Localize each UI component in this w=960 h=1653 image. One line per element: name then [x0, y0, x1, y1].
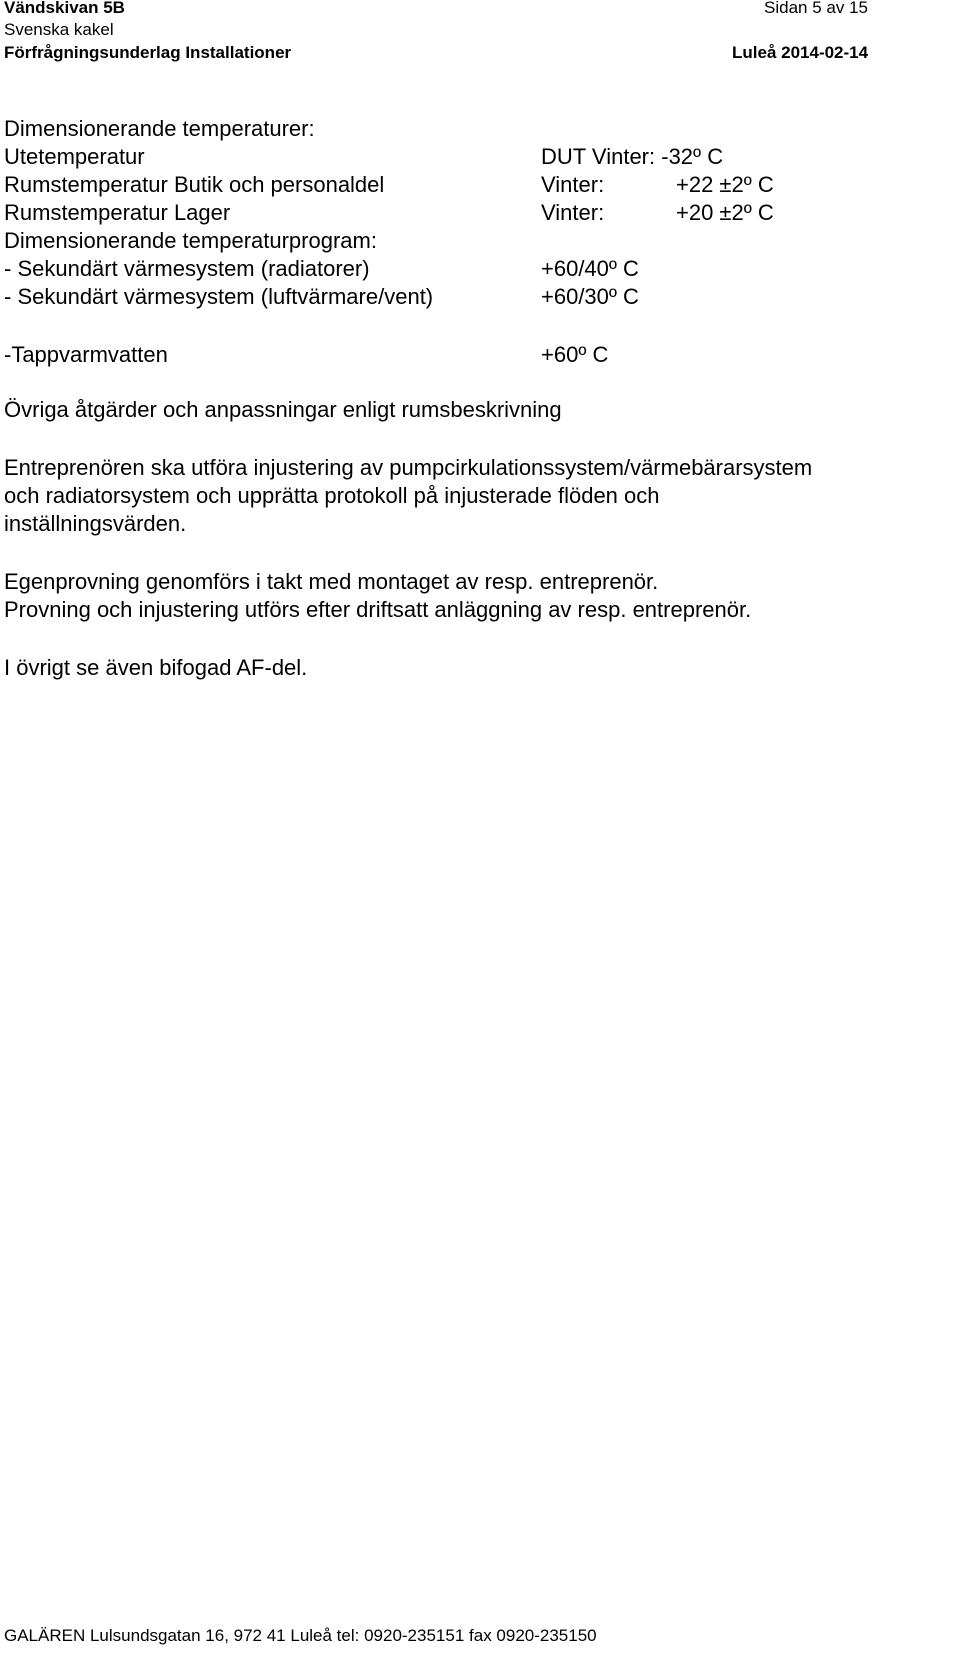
- page-number: Sidan 5 av 15: [764, 0, 868, 17]
- project-name: Vändskivan 5B: [4, 0, 125, 17]
- temperature-season-outdoor: [541, 143, 723, 171]
- temperature-label-shop: Rumstemperatur Butik och personaldel: [4, 172, 385, 197]
- program-label-air-heaters: - Sekundärt värmesystem (luftvärmare/vent): [4, 284, 434, 309]
- temperatures-heading: Dimensionerande temperaturer:: [4, 116, 315, 141]
- program-value-radiators: +60/40º C: [541, 256, 639, 281]
- paragraph-contractor-line-3: inställningsvärden.: [4, 511, 187, 536]
- temperature-season-outdoor-label: DUT Vinter:: [541, 144, 656, 169]
- paragraph-testing-adjustment: Provning och injustering utförs efter driftsatt anläggning av resp. entreprenör.: [4, 597, 752, 622]
- temperature-season-storage: Vinter:: [541, 200, 605, 225]
- page-header: [0, 0, 960, 68]
- temperature-label-outdoor: Utetemperatur: [4, 144, 145, 169]
- temperature-value-outdoor: -32º C: [661, 144, 724, 169]
- program-value-air-heaters: +60/30º C: [541, 284, 639, 309]
- place-date: Luleå 2014-02-14: [732, 43, 869, 62]
- project-subtitle: Svenska kakel: [4, 20, 114, 39]
- paragraph-self-testing: Egenprovning genomförs i takt med montaget av resp. entreprenör.: [4, 569, 659, 594]
- hot-water-value: +60º C: [541, 342, 609, 367]
- paragraph-contractor-line-1: Entreprenören ska utföra injustering av pumpcirkulationssystem/värmebärarsystem: [4, 455, 813, 480]
- program-label-radiators: - Sekundärt värmesystem (radiatorer): [4, 256, 370, 281]
- document-type: Förfrågningsunderlag Installationer: [4, 43, 292, 62]
- temperature-program-heading: Dimensionerande temperaturprogram:: [4, 228, 377, 253]
- paragraph-see-af: I övrigt se även bifogad AF-del.: [4, 655, 308, 680]
- temperature-season-shop: Vinter:: [541, 172, 605, 197]
- temperature-label-storage: Rumstemperatur Lager: [4, 200, 231, 225]
- temperature-value-storage: +20 ±2º C: [676, 200, 774, 225]
- hot-water-label: -Tappvarmvatten: [4, 342, 168, 367]
- paragraph-other-measures: Övriga åtgärder och anpassningar enligt rumsbeskrivning: [4, 397, 562, 422]
- page-footer: GALÄREN Lulsundsgatan 16, 972 41 Luleå tel: 0920-235151 fax 0920-235150: [4, 1626, 597, 1645]
- paragraph-contractor-line-2: och radiatorsystem och upprätta protokoll på injusterade flöden och: [4, 483, 660, 508]
- temperature-value-shop: +22 ±2º C: [676, 172, 774, 197]
